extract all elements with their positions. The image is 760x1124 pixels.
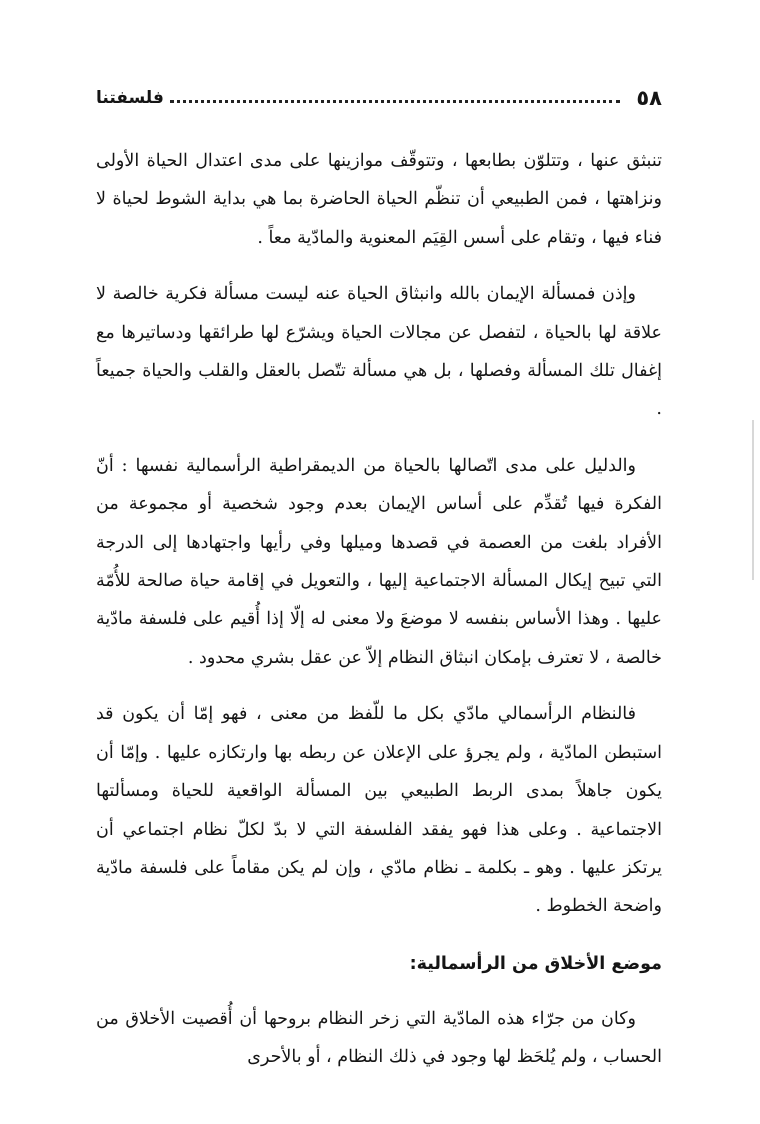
paragraph-2: وإذن فمسألة الإيمان بالله وانبثاق الحياة عنه ليست مسألة فكرية خالصة لا علاقة لها بالحياة ، لتفصل عن مجالات الحياة ويشرّع لها طرائقها ودساتيرها مع إغفال تلك المسألة وفصلها ، بل هي مسألة تتّصل بالعقل والقلب والحياة جميعاً . xyxy=(96,284,662,420)
section-heading: موضع الأخلاق من الرأسمالية: xyxy=(409,953,662,974)
page-number: ٥٨ xyxy=(636,86,662,110)
paragraph-4: فالنظام الرأسمالي مادّي بكل ما للّفظ من معنى ، فهو إمّا أن يكون قد استبطن المادّية ، ولم يجرؤ على الإعلان عن ربطه بها وارتكازه عليها . وإمّا أن يكون جاهلاً بمدى الربط الطبيعي بين المسألة الواقعية للحياة ومسألتها الاجتماعية . وعلى هذا فهو يفقد الفلسفة التي لا بدّ لكلّ نظام اجتماعي أن يرتكز عليها . وهو ـ بكلمة ـ نظام مادّي ، وإن لم يكن مقاماً على فلسفة مادّية واضحة الخطوط . xyxy=(96,704,662,917)
page-body xyxy=(96,142,662,1095)
scan-edge-mark xyxy=(752,420,754,580)
paragraph-3: والدليل على مدى اتّصالها بالحياة من الديمقراطية الرأسمالية نفسها : أنّ الفكرة فيها تُقدِّم على أساس الإيمان بعدم وجود شخصية أو مجموعة من الأفراد بلغت من العصمة في قصدها وميلها وفي رأيها واجتهادها إلى الدرجة التي تبيح إيكال المسألة الاجتماعية إليها ، والتعويل في إقامة حياة صالحة للأُمّة عليها . وهذا الأساس بنفسه لا موضعَ ولا معنى له إلّا إذا أُقيم على فلسفة مادّية خالصة ، لا تعترف بإمكان انبثاق النظام إلاّ عن عقل بشري محدود . xyxy=(96,455,662,668)
header-dotted-leader xyxy=(170,100,620,103)
running-title: فلسفتنا xyxy=(96,88,164,108)
paragraph-1: تنبثق عنها ، وتتلوّن بطابعها ، وتتوقّف موازينها على مدى اعتدال الحياة الأولى ونزاهتها ، فمن الطبيعي أن تنظّم الحياة الحاضرة بما هي بداية الشوط لحياة لا فناء فيها ، وتقام على أسس القِيَم المعنوية والمادّية معاً . xyxy=(96,151,662,248)
paragraph-5: وكان من جرّاء هذه المادّية التي زخر النظام بروحها أن أُقصيت الأخلاق من الحساب ، ولم يُلحَظ لها وجود في ذلك النظام ، أو بالأحرى xyxy=(96,1008,662,1068)
page-header xyxy=(96,82,662,114)
